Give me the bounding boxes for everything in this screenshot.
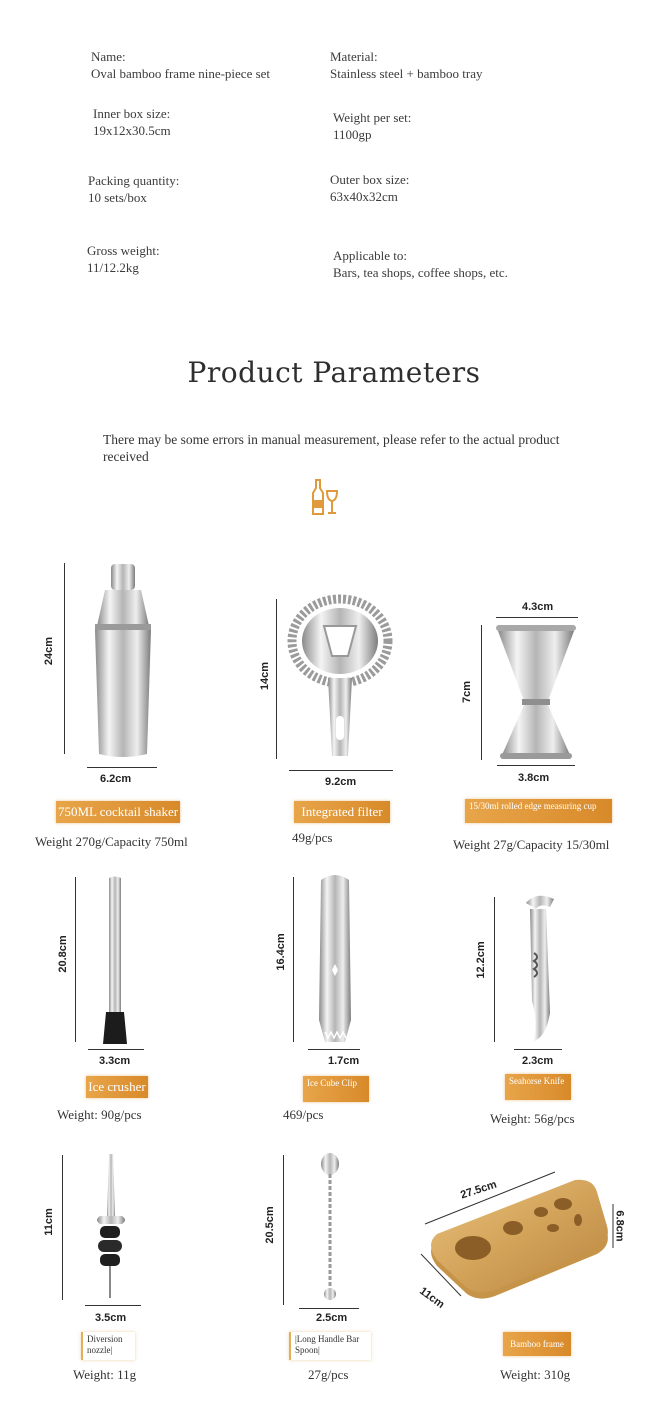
spec-weight-per-set — [333, 109, 411, 143]
cocktail-shaker-image — [85, 562, 161, 762]
dimension-line — [494, 897, 495, 1042]
cocktail-strainer-image — [288, 596, 393, 762]
height-label: 20.8cm — [57, 935, 69, 973]
spec-material — [330, 48, 482, 82]
height-label: 24cm — [43, 636, 55, 666]
dimension-line — [88, 1049, 144, 1050]
product-weight: Weight 270g/Capacity 750ml — [35, 834, 188, 849]
ice-crusher-image — [100, 876, 130, 1048]
height-label: 6.8cm — [613, 1210, 626, 1242]
product-tag: 750ML cocktail shaker — [56, 801, 180, 823]
dimension-line — [481, 625, 482, 760]
spec-inner-box — [93, 105, 171, 139]
height-label: 14cm — [259, 661, 271, 691]
section-title: Product Parameters — [187, 356, 481, 389]
bottle-wine-glass-icon — [310, 479, 340, 517]
product-weight: Weight: 90g/pcs — [57, 1107, 142, 1122]
product-weight: Weight: 11g — [73, 1367, 137, 1382]
width-label: 2.3cm — [522, 1055, 554, 1067]
dimension-line — [289, 770, 393, 771]
dimension-line — [293, 877, 294, 1042]
dimension-line — [85, 1305, 141, 1306]
width-label: 6.2cm — [100, 773, 132, 785]
spec-label: Material: — [330, 49, 378, 64]
ice-cube-clip-image — [315, 874, 355, 1046]
length-label: 27.5cm — [459, 1178, 499, 1202]
seahorse-knife-image — [520, 893, 560, 1045]
width-label: 9.2cm — [325, 776, 357, 788]
spec-name — [91, 48, 270, 82]
height-label: 20.5cm — [264, 1206, 276, 1244]
product-tag: Bamboo frame — [503, 1332, 571, 1356]
spec-value: Oval bamboo frame nine-piece set — [91, 66, 271, 81]
spec-label: Outer box size: — [330, 172, 410, 187]
width-label: 2.5cm — [316, 1312, 348, 1324]
product-weight: Weight: 56g/pcs — [490, 1111, 575, 1126]
spec-value: 10 sets/box — [88, 190, 147, 205]
spec-outer-box — [330, 171, 409, 205]
dimension-line — [75, 877, 76, 1042]
spec-label: Weight per set: — [333, 110, 412, 125]
height-label: 16.4cm — [275, 933, 287, 971]
spec-value: 63x40x32cm — [330, 189, 398, 204]
spec-packing-quantity — [88, 172, 179, 206]
dimension-line — [299, 1308, 359, 1309]
product-weight: Weight 27g/Capacity 15/30ml — [453, 837, 610, 852]
dimension-line — [87, 767, 157, 768]
width-label: 3.5cm — [95, 1312, 127, 1324]
spec-label: Packing quantity: — [88, 173, 180, 188]
depth-label: 11cm — [417, 1285, 447, 1311]
spec-value: 11/12.2kg — [87, 260, 139, 275]
product-tag: 15/30ml rolled edge measuring cup — [465, 799, 612, 823]
spec-applicable — [333, 247, 508, 281]
width-label: 1.7cm — [328, 1055, 360, 1067]
height-label: 11cm — [43, 1208, 55, 1236]
dimension-line — [276, 599, 277, 759]
spec-value: 19x12x30.5cm — [93, 123, 171, 138]
dimension-line — [514, 1049, 562, 1050]
dimension-line — [64, 563, 65, 754]
bar-spoon-image — [315, 1152, 345, 1304]
dimension-line — [496, 617, 578, 618]
product-weight: 469/pcs — [283, 1107, 324, 1122]
spec-value: Stainless steel + bamboo tray — [330, 66, 483, 81]
product-weight: 27g/pcs — [308, 1367, 349, 1382]
width-label: 3.3cm — [99, 1055, 131, 1067]
spec-value: Bars, tea shops, coffee shops, etc. — [333, 265, 508, 280]
spec-gross-weight — [87, 242, 160, 276]
product-tag: Seahorse Knife — [505, 1074, 571, 1100]
product-tag: Ice crusher — [86, 1076, 148, 1098]
dimension-line — [62, 1155, 63, 1300]
diversion-nozzle-image — [90, 1152, 130, 1302]
dimension-line — [308, 1049, 360, 1050]
product-weight: 49g/pcs — [292, 830, 333, 845]
product-tag: Integrated filter — [294, 801, 390, 823]
top-width-label: 4.3cm — [522, 601, 554, 613]
bamboo-frame-image — [413, 1168, 623, 1308]
height-label: 12.2cm — [475, 941, 487, 979]
spec-label: Name: — [91, 49, 126, 64]
product-tag: Diversion nozzle| — [81, 1332, 135, 1360]
product-weight: Weight: 310g — [500, 1367, 571, 1382]
product-tag: |Long Handle Bar Spoon| — [289, 1332, 371, 1360]
product-tag: Ice Cube Clip — [303, 1076, 369, 1102]
measurement-note: There may be some errors in manual measurement, please refer to the actual product received — [103, 432, 560, 464]
dimension-line — [497, 765, 575, 766]
measuring-cup-image — [494, 623, 578, 763]
spec-label: Inner box size: — [93, 106, 171, 121]
width-label: 3.8cm — [518, 772, 550, 784]
dimension-line — [283, 1155, 284, 1305]
spec-label: Gross weight: — [87, 243, 160, 258]
spec-label: Applicable to: — [333, 248, 408, 263]
spec-value: 1100gp — [333, 127, 372, 142]
height-label: 7cm — [461, 680, 473, 704]
